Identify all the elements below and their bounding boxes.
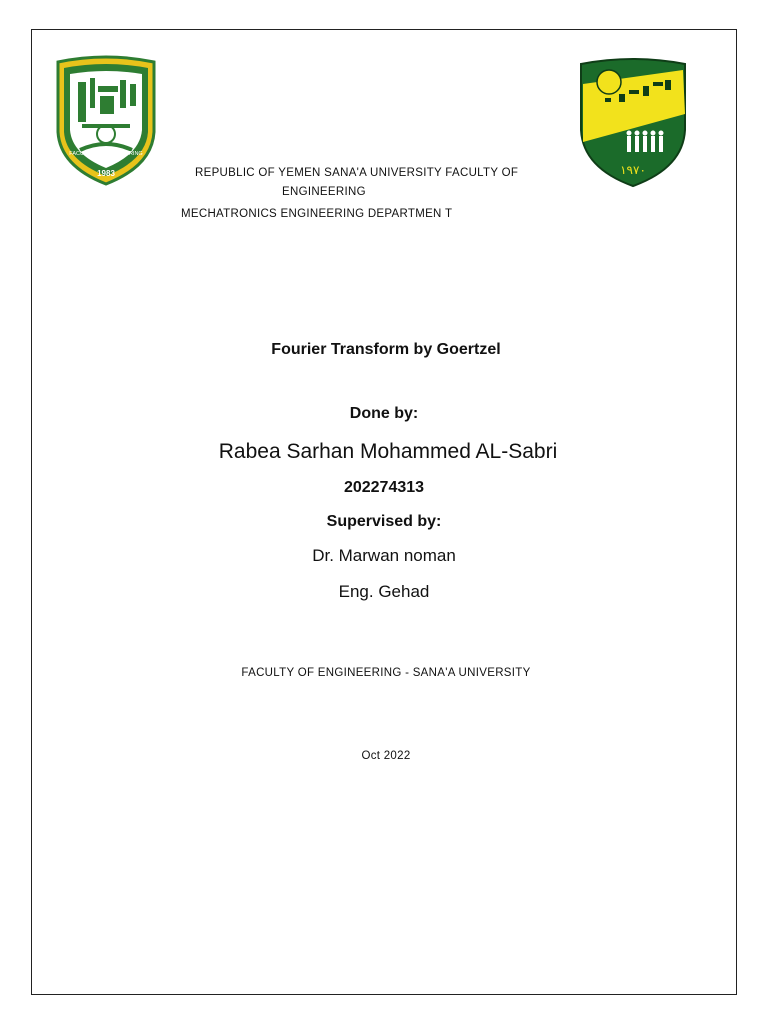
- left-logo-caption: FACULTY OF ENGINEERING: [69, 151, 143, 157]
- header-engineering-line: ENGINEERING: [282, 186, 366, 198]
- author-name: Rabea Sarhan Mohammed AL-Sabri: [218, 440, 558, 463]
- header-republic-line: REPUBLIC OF YEMEN SANA'A UNIVERSITY FACULTY OF: [195, 167, 519, 179]
- right-logo-year: ١٩٧٠: [620, 163, 646, 177]
- document-title: Fourier Transform by Goertzel: [271, 341, 501, 358]
- faculty-of-engineering-logo: [52, 54, 160, 188]
- supervisor-2: Eng. Gehad: [338, 582, 430, 601]
- supervisor-1: Dr. Marwan noman: [312, 546, 456, 565]
- student-id: 202274313: [343, 479, 425, 496]
- footer-faculty: FACULTY OF ENGINEERING - SANA'A UNIVERSITY: [241, 667, 531, 679]
- supervised-by-label: Supervised by:: [326, 513, 442, 530]
- left-logo-year: 1983: [97, 169, 115, 178]
- header-department-line: MECHATRONICS ENGINEERING DEPARTMEN T: [181, 208, 453, 220]
- sanaa-university-logo: [567, 50, 699, 192]
- done-by-label: Done by:: [349, 405, 419, 422]
- document-date: Oct 2022: [361, 750, 411, 762]
